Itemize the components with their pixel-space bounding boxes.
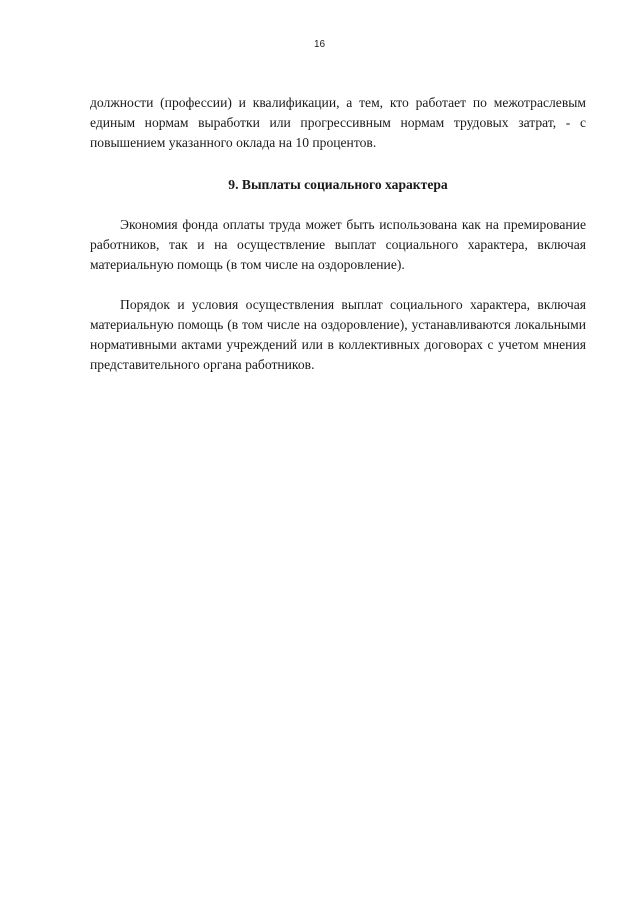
page-number: 16 [313,39,326,50]
paragraph-payment-procedure: Порядок и условия осуществления выплат социального характера, включая материальную помощь (в том числе на оздоровление), устанавливаются локальными нормативными актами учреждений или в коллективных договорах с учетом мнения представительного органа работников. [90,297,586,372]
section-heading: 9. Выплаты социального характера [228,177,448,192]
paragraph-savings-fund: Экономия фонда оплаты труда может быть использована как на премирование работников, так и на осуществление выплат социального характера, включая материальную помощь (в том числе на оздоровление). [90,217,586,272]
document-body [90,93,586,375]
continuation-paragraph: должности (профессии) и квалификации, а тем, кто работает по межотраслевым единым нормам выработки или прогрессивным нормам трудовых затрат, - с повышением указанного оклада на 10 процентов. [90,95,586,150]
